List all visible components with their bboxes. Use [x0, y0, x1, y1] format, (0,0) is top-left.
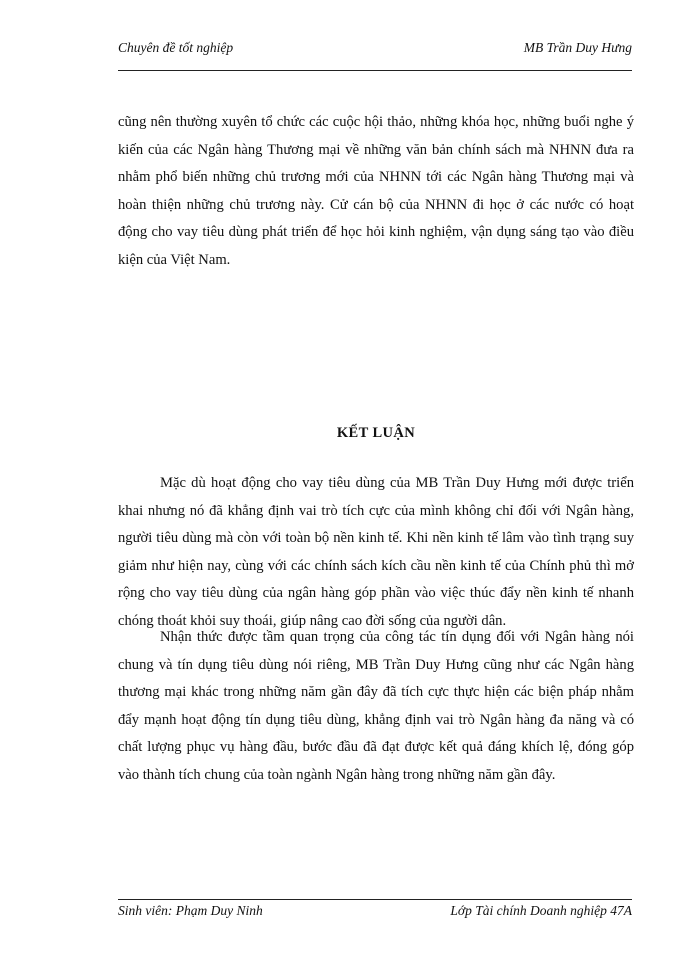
- body-paragraph-2: Mặc dù hoạt động cho vay tiêu dùng của MB Trần Duy Hưng mới được triển khai nhưng nó đã khẳng định vai trò tích cực của mình không chỉ đối với Ngân hàng, người tiêu dùng mà còn với toàn bộ nền kinh tế. Khi nền kinh tế lâm vào tình trạng suy giảm như hiện nay, cùng với các chính sách kích cầu nền kinh tế của Chính phủ thì mở rộng cho vay tiêu dùng của ngân hàng góp phần vào việc thúc đẩy nền kinh tế nhanh chóng thoát khỏi suy thoái, giúp nâng cao đời sống của người dân.: [118, 475, 634, 629]
- section-heading-conclusion: KẾT LUẬN: [336, 425, 416, 441]
- header-divider: [118, 70, 632, 71]
- page-header: [118, 40, 632, 64]
- page-footer: [118, 903, 632, 927]
- body-paragraph-1: cũng nên thường xuyên tổ chức các cuộc hội thảo, những khóa học, những buổi nghe ý kiến của các Ngân hàng Thương mại về những văn bản chính sách mà NHNN đưa ra nhằm phổ biến những chủ trương mới của NHNN tới các Ngân hàng Thương mại và hoàn thiện những chủ trương này. Cử cán bộ của NHNN đi học ở các nước có hoạt động cho vay tiêu dùng phát triển để học hỏi kinh nghiệm, vận dụng sáng tạo vào điều kiện của Việt Nam.: [118, 114, 634, 268]
- footer-class-name: Lớp Tài chính Doanh nghiệp 47A: [450, 903, 632, 918]
- body-paragraph-3: Nhận thức được tầm quan trọng của công tác tín dụng đối với Ngân hàng nói chung và tín dụng tiêu dùng nói riêng, MB Trần Duy Hưng cũng như các Ngân hàng thương mại khác trong những năm gần đây đã tích cực thực hiện các biện pháp nhằm đẩy mạnh hoạt động tín dụng tiêu dùng, khẳng định vai trò Ngân hàng đa năng và có chất lượng phục vụ hàng đầu, bước đầu đã đạt được kết quả đáng khích lệ, đóng góp vào thành tích chung của toàn ngành Ngân hàng trong những năm gần đây.: [118, 629, 634, 783]
- header-bank-name: MB Trần Duy Hưng: [523, 40, 632, 55]
- footer-student-name: Sinh viên: Phạm Duy Ninh: [118, 903, 263, 918]
- footer-divider: [118, 899, 632, 900]
- header-document-title: Chuyên đề tốt nghiệp: [118, 40, 234, 55]
